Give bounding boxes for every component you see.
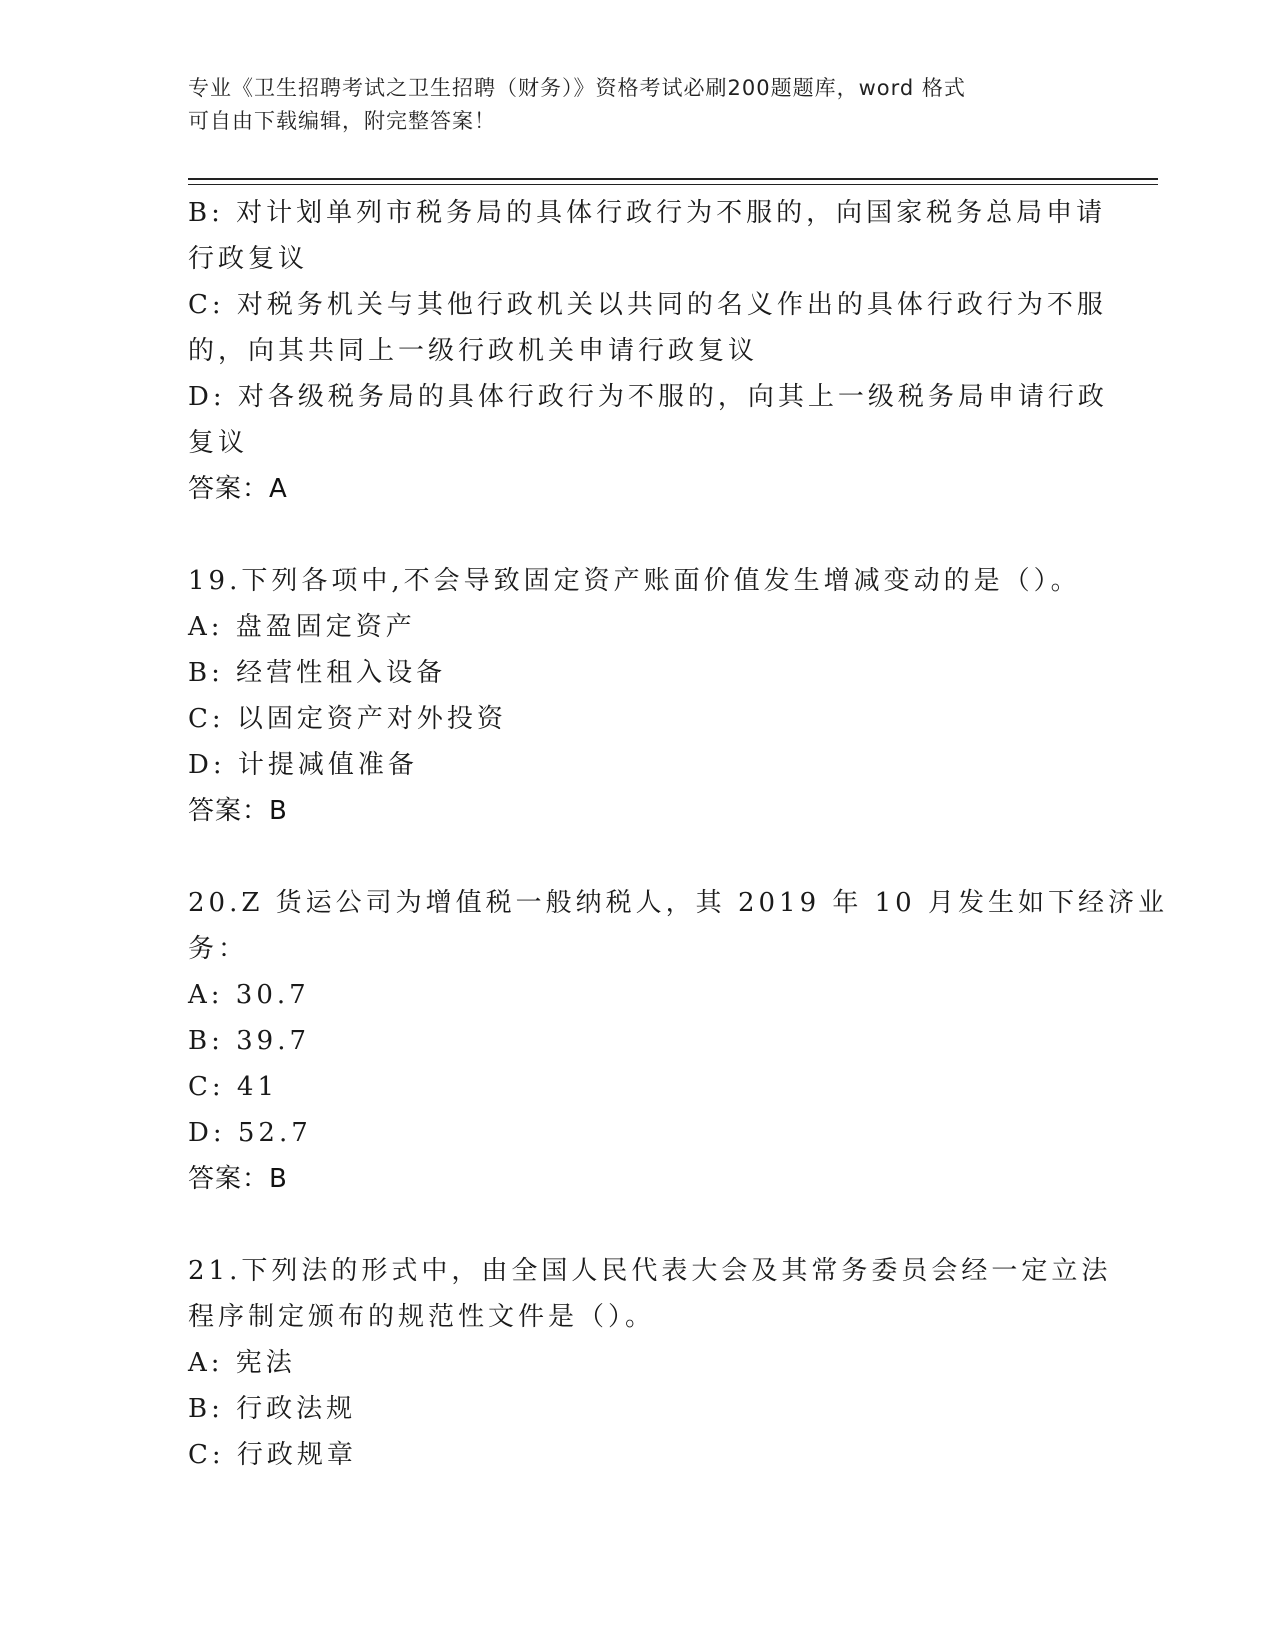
option-a: A: 盘盈固定资产: [188, 612, 416, 642]
question-20: [188, 880, 1168, 1202]
document-header: [188, 72, 1088, 138]
option-c: C: 41: [188, 1072, 279, 1102]
header-title-line2: 可自由下载编辑，附完整答案！: [188, 109, 496, 133]
question-18-continued: [188, 190, 1108, 512]
option-b-line2: 行政复议: [188, 244, 309, 274]
question-stem-line2: 务：: [188, 934, 249, 964]
option-a: A: 宪法: [188, 1348, 296, 1378]
question-stem-line1: 21.下列法的形式中，由全国人民代表大会及其常务委员会经一定立法: [188, 1256, 1112, 1286]
option-a: A: 30.7: [188, 980, 310, 1010]
option-d-line1: D: 对各级税务局的具体行政行为不服的，向其上一级税务局申请行政: [188, 382, 1108, 412]
option-d: D: 52.7: [188, 1118, 312, 1148]
question-19: [188, 558, 1088, 834]
option-b: B: 经营性租入设备: [188, 658, 447, 688]
answer: 答案：A: [188, 474, 288, 504]
header-divider-thin: [188, 184, 1158, 185]
answer: 答案：B: [188, 796, 288, 826]
header-title-line1: 专业《卫生招聘考试之卫生招聘（财务）》资格考试必刷200题题库，word 格式: [188, 76, 966, 100]
document-body: [188, 190, 1168, 1478]
option-c-line1: C: 对税务机关与其他行政机关以共同的名义作出的具体行政行为不服: [188, 290, 1107, 320]
question-stem-line1: 20.Z 货运公司为增值税一般纳税人，其 2019 年 10 月发生如下经济业: [188, 888, 1168, 918]
option-b: B: 39.7: [188, 1026, 311, 1056]
option-b: B: 行政法规: [188, 1394, 357, 1424]
option-b-line1: B: 对计划单列市税务局的具体行政行为不服的，向国家税务总局申请: [188, 198, 1107, 228]
question-stem: 19.下列各项中,不会导致固定资产账面价值发生增减变动的是（）。: [188, 566, 1081, 596]
option-d-line2: 复议: [188, 428, 249, 458]
option-c: C: 行政规章: [188, 1440, 357, 1470]
question-stem-line2: 程序制定颁布的规范性文件是（）。: [188, 1302, 656, 1332]
header-divider-thick: [188, 178, 1158, 180]
option-c: C: 以固定资产对外投资: [188, 704, 507, 734]
option-d: D: 计提减值准备: [188, 750, 418, 780]
question-21: [188, 1248, 1112, 1478]
option-c-line2: 的，向其共同上一级行政机关申请行政复议: [188, 336, 759, 366]
answer: 答案：B: [188, 1164, 288, 1194]
